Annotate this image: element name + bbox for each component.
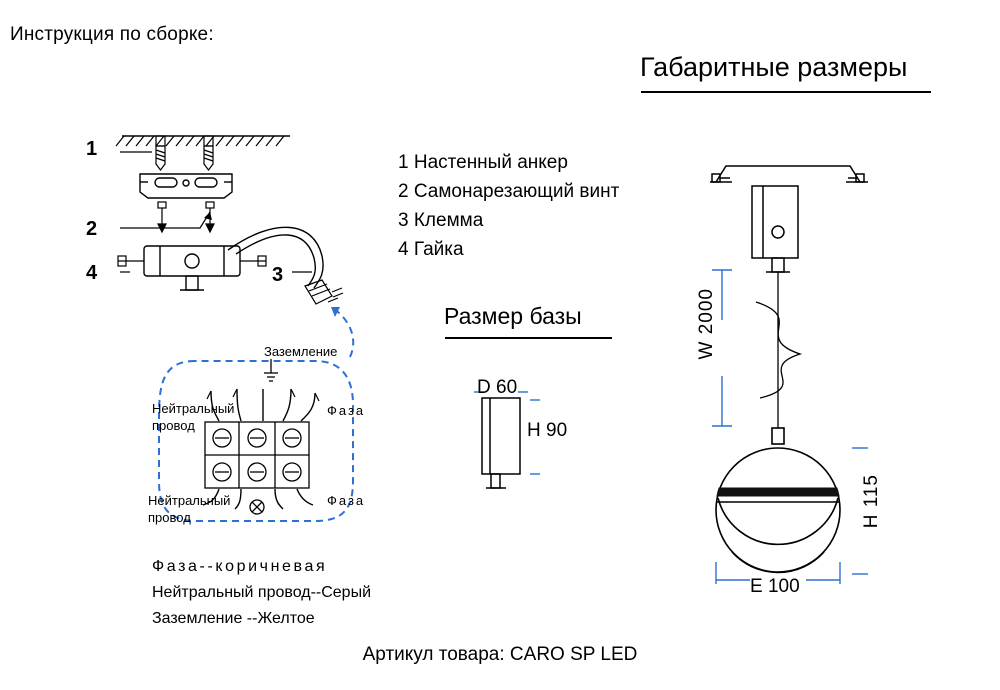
callout-number-1: 1: [86, 138, 98, 160]
cable-length-label: W 2000: [696, 288, 717, 360]
base-height-label: H 90: [527, 420, 568, 441]
overall-dimensions-heading: Габаритные размеры: [640, 52, 908, 82]
neutral-wire-label-bottom: [148, 492, 230, 526]
overall-dimensions-drawing: [660, 150, 990, 620]
legend-item-4: 4 Гайка: [398, 239, 464, 260]
phase-label-top: Фаза: [327, 403, 366, 418]
globe-diameter-label: E 100: [750, 576, 800, 597]
neutral-wire-label-top: [152, 400, 234, 434]
legend-item-1: 1 Настенный анкер: [398, 152, 568, 173]
wire-color-key-phase: Фаза--коричневая: [152, 558, 328, 575]
neutral-wire-label-top-line1: Нейтральный: [152, 401, 235, 416]
callout-leader-lines: [90, 130, 350, 300]
base-size-heading: Размер базы: [444, 303, 582, 329]
legend-item-2: 2 Самонарезающий винт: [398, 181, 620, 202]
base-diameter-label: D 60: [477, 377, 518, 398]
callout-number-2: 2: [86, 218, 98, 240]
article-number: Артикул товара: CARO SP LED: [362, 644, 638, 665]
legend-item-3: 3 Клемма: [398, 210, 484, 231]
phase-label-bottom: Фаза: [327, 493, 366, 508]
page-title: Инструкция по сборке:: [10, 24, 214, 45]
wire-color-key-ground: Заземление --Желтое: [152, 610, 315, 627]
base-size-underline: [445, 337, 612, 339]
callout-number-3: 3: [272, 264, 284, 286]
fixture-height-label: H 115: [861, 474, 882, 529]
ground-label: Заземление: [264, 344, 338, 359]
wire-color-key-neutral: Нейтральный провод--Серый: [152, 584, 372, 601]
overall-dimensions-underline: [641, 91, 931, 93]
neutral-wire-label-bottom-line1: Нейтральный: [148, 493, 231, 508]
neutral-wire-label-bottom-line2: провод: [148, 510, 191, 525]
neutral-wire-label-top-line2: провод: [152, 418, 195, 433]
wire-color-key: [152, 554, 371, 632]
callout-number-4: 4: [86, 262, 98, 284]
